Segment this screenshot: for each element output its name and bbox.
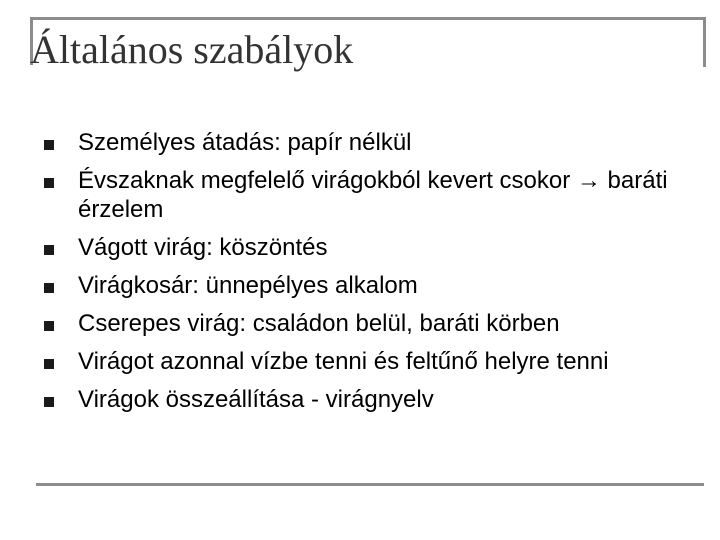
list-item (44, 309, 694, 338)
square-bullet-icon (44, 397, 54, 407)
frame-right-line (703, 17, 706, 67)
list-item-text: Virágok összeállítása - virágnyelv (78, 386, 434, 413)
square-bullet-icon (44, 245, 54, 255)
square-bullet-icon (44, 283, 54, 293)
list-item-text: Személyes átadás: papír nélkül (78, 129, 412, 156)
square-bullet-icon (44, 140, 54, 150)
square-bullet-icon (44, 359, 54, 369)
list-item-text: Virágkosár: ünnepélyes alkalom (78, 272, 418, 299)
list-item-text: Virágot azonnal vízbe tenni és feltűnő helyre tenni (78, 348, 609, 375)
list-item-text: Cserepes virág: családon belül, baráti körben (78, 310, 560, 337)
list-item (44, 385, 694, 414)
list-item-text: Vágott virág: köszöntés (78, 234, 328, 261)
list-item-text: Évszaknak megfelelő virágokból kevert csokor → baráti érzelem (78, 167, 668, 223)
slide-title: Általános szabályok (30, 27, 354, 72)
list-item (44, 166, 694, 224)
list-item (44, 271, 694, 300)
list-item (44, 128, 694, 157)
square-bullet-icon (44, 178, 54, 188)
list-item (44, 347, 694, 376)
bullet-list (44, 128, 694, 423)
bottom-divider (36, 483, 704, 486)
square-bullet-icon (44, 321, 54, 331)
list-item (44, 233, 694, 262)
frame-top-line (30, 17, 705, 20)
